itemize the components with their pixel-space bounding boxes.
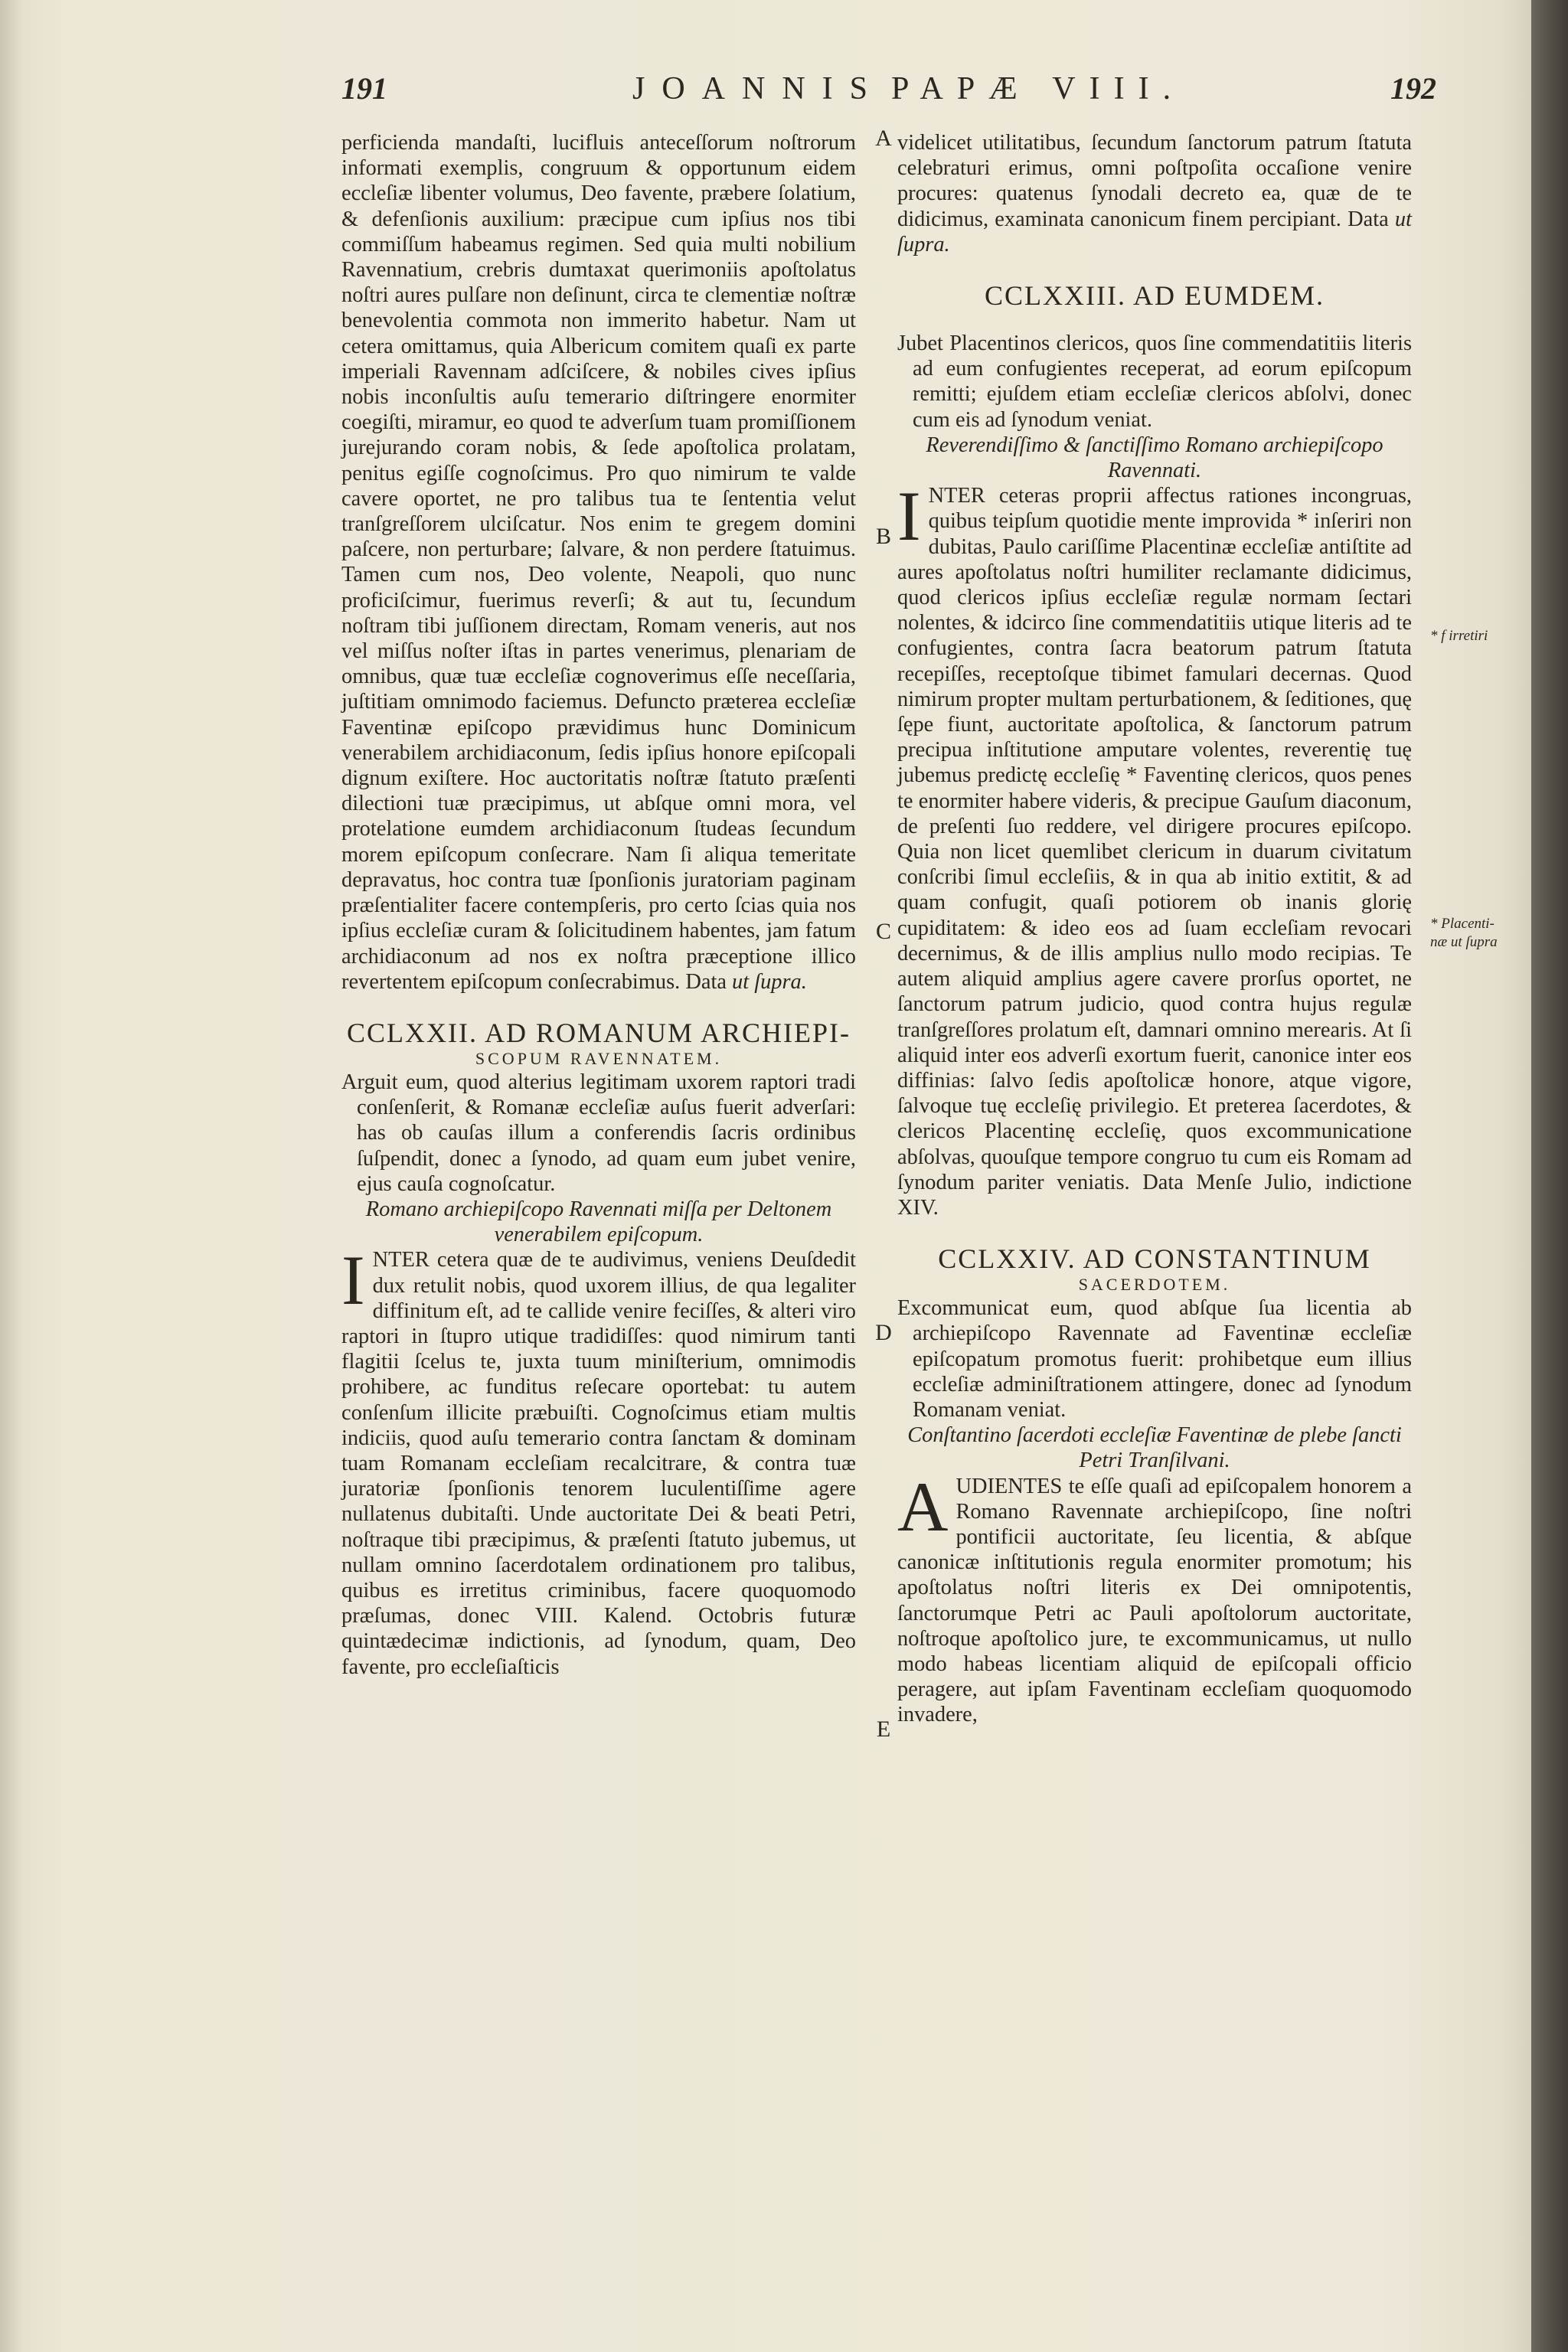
letter-address: Conſtantino ſacerdoti eccleſiæ Faventinæ de plebe ſancti Petri Tranſilvani. bbox=[907, 1423, 1402, 1473]
margin-letter-c: C bbox=[875, 919, 891, 944]
page-number-left: 191 bbox=[341, 71, 387, 106]
margin-note: * f irretiri bbox=[1430, 628, 1488, 644]
drop-capital: I bbox=[341, 1241, 365, 1320]
letter-summary: Arguit eum, quod alterius legitimam uxorem raptori tradi conſenſerit, & Romanæ eccleſiæ auſus fuerit adverſari: has ob cauſas illum a conferendis ſacris ordinibus ſuſpendit, donec a ſynodo, ad quam eum jubet venire, ejus cauſa cognoſcatur. bbox=[341, 1070, 856, 1196]
margin-letter-d: D bbox=[875, 1320, 892, 1345]
letter-text bbox=[897, 477, 1412, 1220]
letter-heading: CCLXXIII. AD EUMDEM. bbox=[985, 280, 1325, 312]
letter-text bbox=[897, 1467, 1412, 1728]
data-formula: ut ſupra. bbox=[897, 207, 1412, 256]
letter-address: Reverendiſſimo & ſanctiſſimo Romano archiepiſcopo Ravennati. bbox=[926, 433, 1383, 483]
letter-body: perficienda mandaſti, lucifluis anteceſſorum noſtrorum informati exemplis, congruum & opportunum eidem eccleſiæ libenter volumus, Deo favente, præbere ſolatium, & defenſionis auxilium: præcipue cum ipſius nos tibi commiſſum habeamus regimen. Sed quia multi nobilium Ravennatium, crebris dumtaxat querimoniis apoſtolatus noſtri aures pulſare non deſinunt, circa te clementiæ noſtræ benevolentia commota non immerito habetur. Nam ut cetera omittamus, quia Albericum comitem quaſi ex parte imperiali Ravennam adſciſcere, & nobiles cives ipſius nobis inconſultis auſu temerario diſtringere enormiter coegiſti, miramur, eo quod te adverſum tuam promiſſionem jurejurando coram nobis, & ſede apoſtolica prolatam, penitus egiſſe cognoſcimus. Pro quo nimirum te valde cavere oportet, ne pro talibus tua te ſententia velut tranſgreſſorem ulciſcatur. Nos enim te gregem domini paſcere, non perturbare; ſalvare, & non perdere ſtatuimus. Tamen cum nos, Deo volente, Neapoli, quo nunc proficiſcimur, fuerimus reverſi; & aut tu, ſecundum noſtram tibi juſſionem directam, Romam veneris, aut nos vel miſſus noſter iſtas in partes venerimus, plenariam de omnibus, quæ tuæ eccleſiæ cognoverimus eſſe neceſſaria, juſtitiam omnimodo faciemus. Defuncto præterea eccleſiæ Faventinæ epiſcopo prævidimus hunc Dominicum venerabilem archidiaconum, ſedis ipſius honore epiſcopali dignum exiſtere. Hoc auctoritatis noſtræ ſtatuto præſenti dilectioni tuæ præcipimus, ut abſque omni mora, vel protelatione eumdem archidiaconum ſtudeas ſecundum morem epiſcopum conſecrare. Nam ſi aliqua temeritate depravatus, hoc contra tuæ ſponſionis juratoriam paginam præſentialiter facere contempſeris, pro certo ſcias quia nos ipſius eccleſiæ curam & ſolicitudinem habentes, jam fatum archidiaconum ad nos ex noſtra præceptione illico revertentem epiſcopum conſecrabimus. Data bbox=[341, 131, 856, 994]
page-edge bbox=[1531, 0, 1568, 2352]
letter-body: videlicet utilitatibus, ſecundum ſanctorum patrum ſtatuta celebraturi erimus, omni poſtpoſita occaſione venire procures: quatenus ſynodali decreto ea, quæ de te didicimus, examinata canonicum finem percipiant. Data bbox=[897, 131, 1412, 231]
margin-note: * Placenti- bbox=[1430, 916, 1494, 932]
drop-capital: I bbox=[897, 477, 921, 556]
letter-body: NTER cetera quæ de te audivimus, veniens Deuſdedit dux retulit nobis, quod uxorem illius, de qua legaliter diffinitum eſt, ad te callide venire feciſſes, & alteri viro raptori in ſtupro utique tradidiſſes: quod nimirum tanti flagitii ſcelus te, juxta tuum miniſterium, omnimodis prohibere, ac funditus reſecare oportebat: tu autem conſenſum illicite præbuiſti. Cognoſcimus etiam multis indiciis, quod auſu temerario contra ſanctam & dominam tuam Romanam eccleſiam recalcitrare, & contra tuæ juratoriæ ſponſionis tenorem luculentiſſime agere nullatenus dubitaſti. Unde auctoritate Dei & beati Petri, noſtraque tibi præcipimus, & præſenti ſtatuto jubemus, ut nullam omnino ſacerdotalem ordinationem pro talibus, quibus es irretitus criminibus, facere quoquomodo præſumas, donec VIII. Kalend. Octobris futuræ quintædecimæ indictionis, ad ſynodum, quam, Deo favente, pro eccleſiaſticis bbox=[341, 1248, 856, 1679]
letter-heading: CCLXXII. AD ROMANUM ARCHIEPI- bbox=[346, 1017, 851, 1048]
margin-letter-b: B bbox=[875, 524, 891, 549]
letter-heading: CCLXXIV. AD CONSTANTINUM bbox=[938, 1243, 1371, 1275]
right-column bbox=[897, 130, 1412, 1728]
page-number-right: 192 bbox=[1390, 71, 1436, 106]
data-formula: ut ſupra. bbox=[732, 969, 807, 994]
letter-text bbox=[341, 130, 856, 995]
letter-text bbox=[897, 130, 1412, 257]
letter-address: Romano archiepiſcopo Ravennati miſſa per Deltonem venerabilem epiſcopum. bbox=[365, 1197, 832, 1247]
running-title-right: PAPÆ VIII. bbox=[891, 71, 1185, 106]
margin-letter-e: E bbox=[876, 1717, 891, 1742]
left-column bbox=[341, 130, 856, 1680]
letter-body: NTER ceteras proprii affectus rationes incongruas, quibus teipſum quotidie mente improvida * inſeriri non dubitas, Paulo cariſſime Placentinæ eccleſiæ antiſtite ad aures apoſtolatus noſtri humiliter reclamante didicimus, quod clericos ipſius eccleſiæ regulæ normam ſectari nolentes, & idcirco ſine commendatitiis utique literis ad te confugientes, contra ſacra beatorum patrum ſtatuta recepiſſes, receptoſque tibimet famulari decernas. Quod nimirum propter multam perturbationem, & ſeditiones, quę ſępe fiunt, auctoritate apoſtolica, & ſanctorum patrum precipua inſtitutione amputare volentes, reverentię tuę jubemus predictę eccleſię * Faventinę clericos, quos penes te enormiter habere videris, & precipue Gauſum diaconum, de preſenti ſuo reddere, vel dirigere procures epiſcopo. Quia non licet quemlibet clericum in duarum civitatum conſcribi ſimul eccleſiis, & in qua ab initio extitit, & ad quam confugit, quaſi potiorem ob inanis glorię cupiditatem: & ideo eos ad ſuam eccleſiam revocari decernimus, & de illis amplius nullo modo recipias. Te autem aliquid amplius agere cavere prorſus oportet, ne ſanctorum patrum judicio, quod contra hujus regulæ tranſgreſſores prolatum eſt, damnari omnino merearis. At ſi aliquid inter eos adverſi exortum fuerit, canonice inter eos diffinias: ſalvo ſedis apoſtolicæ honore, atque vigore, ſalvoque tuę eccleſię privilegio. Et preterea ſacerdotes, & clericos Placentinę eccleſię, quos excommunicatione abſolvas, quouſque tempore congruo tu cum eis Romam ad ſynodum pariter veniatis. Data Menſe Julio, indictione XIV. bbox=[897, 484, 1412, 1220]
letter-summary: Jubet Placentinos clericos, quos ſine commendatitiis literis ad eum confugientes receperat, ad eorum epiſcopum remitti; ejuſdem etiam eccleſiæ clericos abſolvi, donec cum eis ad ſynodum veniat. bbox=[897, 332, 1412, 432]
letter-text bbox=[341, 1241, 856, 1679]
letter-summary: Excommunicat eum, quod abſque ſua licentia ab archiepiſcopo Ravennate ad Faventinæ eccleſiæ epiſcopatum promotus fuerit: prohibetque eum illius eccleſiæ adminiſtrationem attingere, donec ad ſynodum Romanam veniat. bbox=[897, 1296, 1412, 1422]
running-header bbox=[341, 70, 1490, 124]
letter-body: UDIENTES te eſſe quaſi ad epiſcopalem honorem a Romano Ravennate archiepiſcopo, ſine noſtri pontificii auctoritate, ſeu licentia, & abſque canonicæ inſtitutionis regula enormiter promotum; his apoſtolatus noſtri literis ex Dei omnipotentis, ſanctorumque Petri ac Pauli apoſtolorum auctoritate, noſtroque apoſtolico jure, te excommunicamus, ut nullo modo habeas licentiam aliquid de epiſcopali officio peragere, aut ipſam Faventinam eccleſiam quoquomodo invadere, bbox=[897, 1474, 1412, 1727]
drop-capital: A bbox=[897, 1467, 949, 1546]
running-title-left: JOANNIS bbox=[632, 71, 885, 106]
margin-note: næ ut ſupra bbox=[1430, 934, 1498, 950]
letter-heading-sub: SCOPUM RAVENNATEM. bbox=[475, 1048, 723, 1068]
letter-heading-sub: SACERDOTEM. bbox=[1078, 1275, 1231, 1295]
margin-letter-a: A bbox=[875, 126, 892, 151]
